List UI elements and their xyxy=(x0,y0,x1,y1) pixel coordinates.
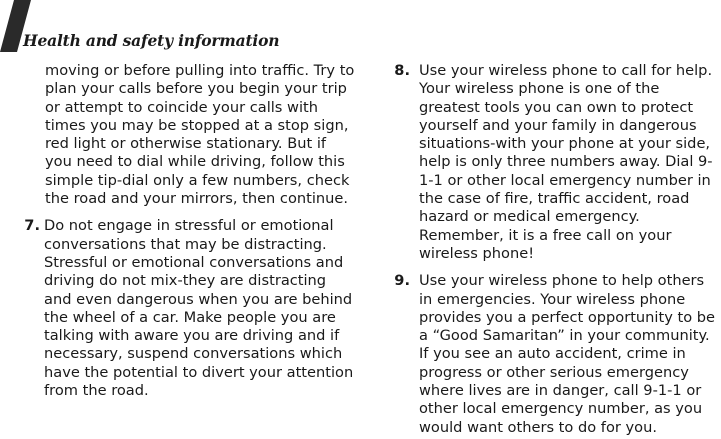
item-text: Use your wireless phone to call for help. Your wireless phone is one of the greatest tools you can own to protect yourself and your family in dangerous situations-with your phone at your side, help is only three numbers away. Dial 9-1-1 or other local emergency number in the case of fire, traffic accident, road hazard or medical emergency. Remember, it is a free call on your wireless phone! xyxy=(419,62,713,262)
page-section-title: Health and safety information xyxy=(23,31,280,50)
right-column xyxy=(385,62,721,437)
item-number: 8. xyxy=(394,62,410,79)
continuation-paragraph: moving or before pulling into traffic. Try to plan your calls before you begin your trip or attempt to coincide your calls with times you may be stopped at a stop sign, red light or otherwise stationary. But if you need to dial while driving, follow this simple tip-dial only a few numbers, check the road and your mirrors, then continue. xyxy=(45,62,355,208)
page-header xyxy=(0,0,721,60)
item-number: 9. xyxy=(394,272,410,290)
item-number: 7. xyxy=(24,217,40,235)
list-item xyxy=(385,62,721,263)
item-text: Use your wireless phone to help others in emergencies. Your wireless phone provides you a perfect opportunity to be a “Good Samaritan” in your community. If you see an auto accident, crime in progress or other serious emergency where lives are in danger, call 9-1-1 or other local emergency number, as you would want others to do for you. xyxy=(419,272,716,436)
left-column xyxy=(10,62,355,400)
item-text: Do not engage in stressful or emotional conversations that may be distracting. Stressful or emotional conversations and driving do not mix-they are distracting and even dangerous when you are behind the wheel of a car. Make people you are talking with aware you are driving and if necessary, suspend conversations which have the potential to divert your attention from the road. xyxy=(44,217,354,400)
list-item xyxy=(10,217,355,400)
list-item xyxy=(385,272,721,437)
